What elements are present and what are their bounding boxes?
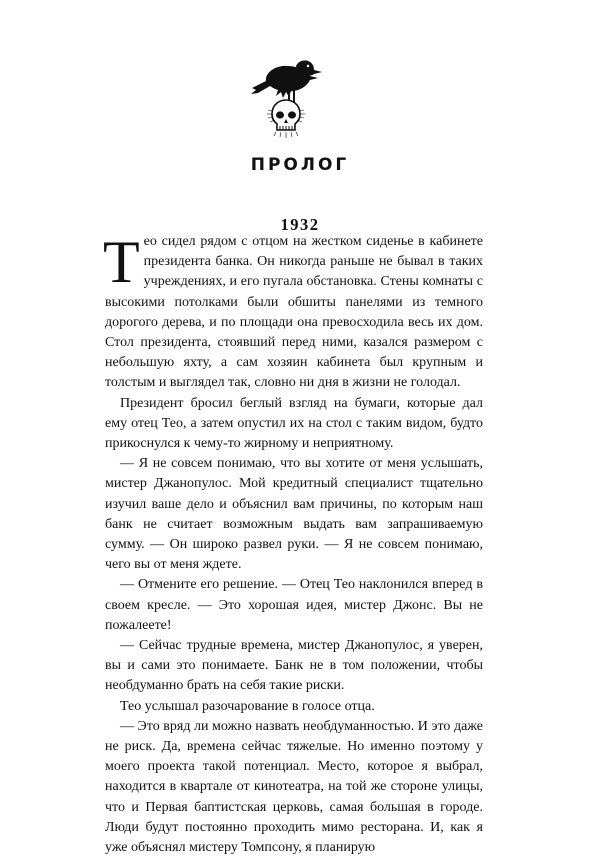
paragraph-text: ео сидел рядом с отцом на жестком сиденье в кабинете президента банка. Он никогда раньше не бывал в таких учреждениях, и его пугала обстановка. Стены комнаты с высокими потолками были обшиты панелями из темного дорогого дерева, и по площади она превосходила весь их дом. Стол президента, стоявший перед ними, казался размером с небольшую яхту, а сам хозяин кабинета был крупным и толстым и выглядел так, словно ни дня в жизни не голодал.: [105, 234, 483, 391]
chapter-title: ПРОЛОГ: [250, 155, 350, 175]
paragraph: — Это вряд ли можно назвать необдуманностью. И это даже не риск. Да, времена сейчас тяжелые. Но именно поэтому у моего проекта такой потенциал. Место, которое я выбрал, находится в квартале от кинотеатра, на той же стороне улицы, что и Первая баптистская церковь, самая большая в городе. Люди будут постоянно проходить мимо ресторана. И, как я уже объяснял мистеру Томпсону, я планирую: [105, 718, 483, 856]
section-year: 1932: [280, 215, 320, 234]
paragraph: Тео услышал разочарование в голосе отца.: [120, 698, 375, 714]
paragraph: Президент бросил беглый взгляд на бумаги, которые дал ему отец Тео, а затем опустил их на стол с таким видом, будто прикоснулся к чему-то жирному и неприятному.: [105, 395, 483, 452]
body-text: [103, 229, 483, 858]
paragraph: — Я не совсем понимаю, что вы хотите от меня услышать, мистер Джанопулос. Мой кредитный специалист тщательно изучил ваше дело и объяснил вам причины, по которым наш банк не считает возможным выдать вам запрашиваемую сумму. — Он широко развел руки. — Я не совсем понимаю, чего вы от меня ждете.: [105, 456, 483, 573]
paragraph: — Сейчас трудные времена, мистер Джанопулос, я уверен, вы и сами это понимаете. Банк не в том положении, чтобы необдуманно брать на себя такие риски.: [105, 638, 483, 694]
paragraph: [103, 229, 483, 394]
raven-skull-icon: [248, 48, 324, 144]
paragraph: — Отмените его решение. — Отец Тео наклонился вперед в своем кресле. — Это хорошая идея, мистер Джонс. Вы не пожалеете!: [105, 577, 483, 633]
drop-cap: Т: [103, 229, 140, 295]
